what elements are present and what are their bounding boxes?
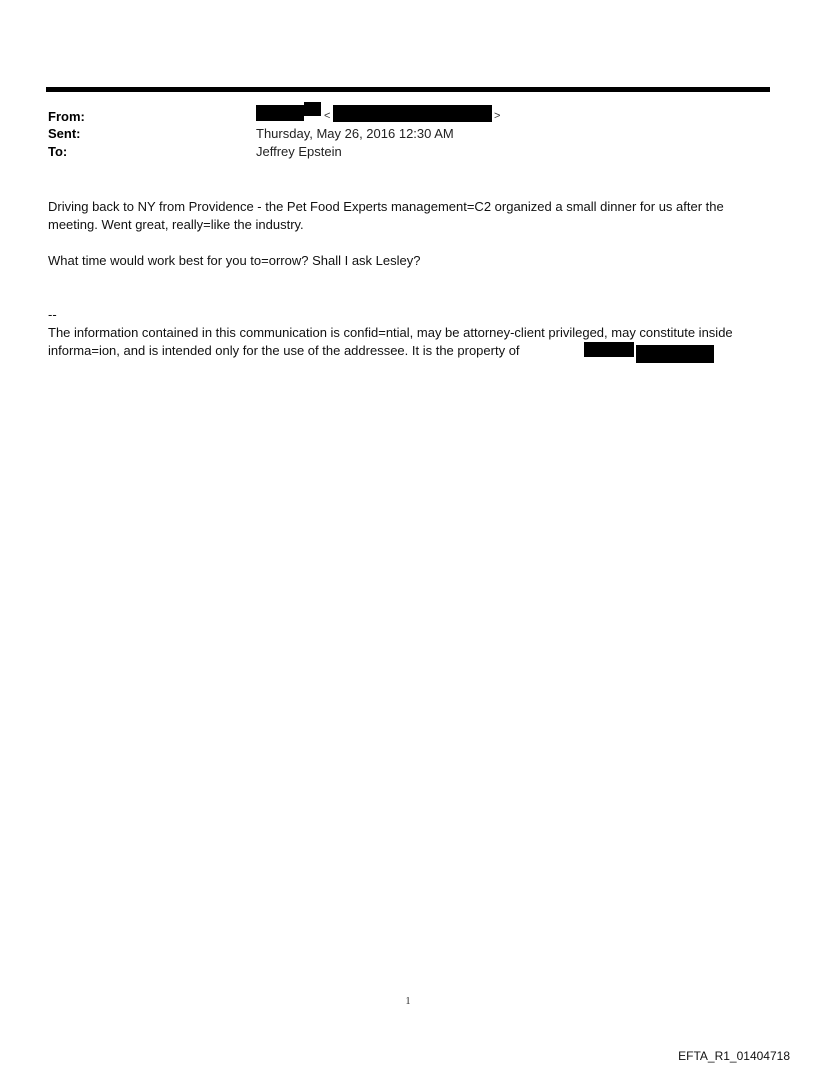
header-rule xyxy=(46,87,770,92)
body-paragraph-1: Driving back to NY from Providence - the Pet Food Experts management=C2 organized a small dinner for us after the meeting. Went great, really=like the industry. xyxy=(48,199,724,232)
to-label: To: xyxy=(48,144,68,159)
document-id: EFTA_R1_01404718 xyxy=(678,1049,790,1063)
disclaimer-owner-redaction-2 xyxy=(636,345,714,363)
disclaimer-owner-redaction xyxy=(584,342,634,357)
disclaimer-text: The information contained in this communication is confid=ntial, may be attorney-client privileged, may constitute inside informa=ion, and is intended only for the use of the addressee. It is the property of xyxy=(48,325,733,358)
to-value: Jeffrey Epstein xyxy=(256,144,342,159)
body-paragraph-2: What time would work best for you to=orrow? Shall I ask Lesley? xyxy=(48,253,421,268)
sent-label: Sent: xyxy=(48,126,81,141)
signature-separator: -- xyxy=(48,307,57,322)
from-open-bracket: < xyxy=(324,110,331,122)
from-name-redaction xyxy=(256,105,304,121)
page-number: 1 xyxy=(405,996,411,1007)
sent-value: Thursday, May 26, 2016 12:30 AM xyxy=(256,126,454,141)
from-email-redaction xyxy=(333,105,492,122)
from-close-bracket: > xyxy=(494,110,501,122)
from-label: From: xyxy=(48,109,85,124)
from-name-redaction-2 xyxy=(304,102,321,116)
